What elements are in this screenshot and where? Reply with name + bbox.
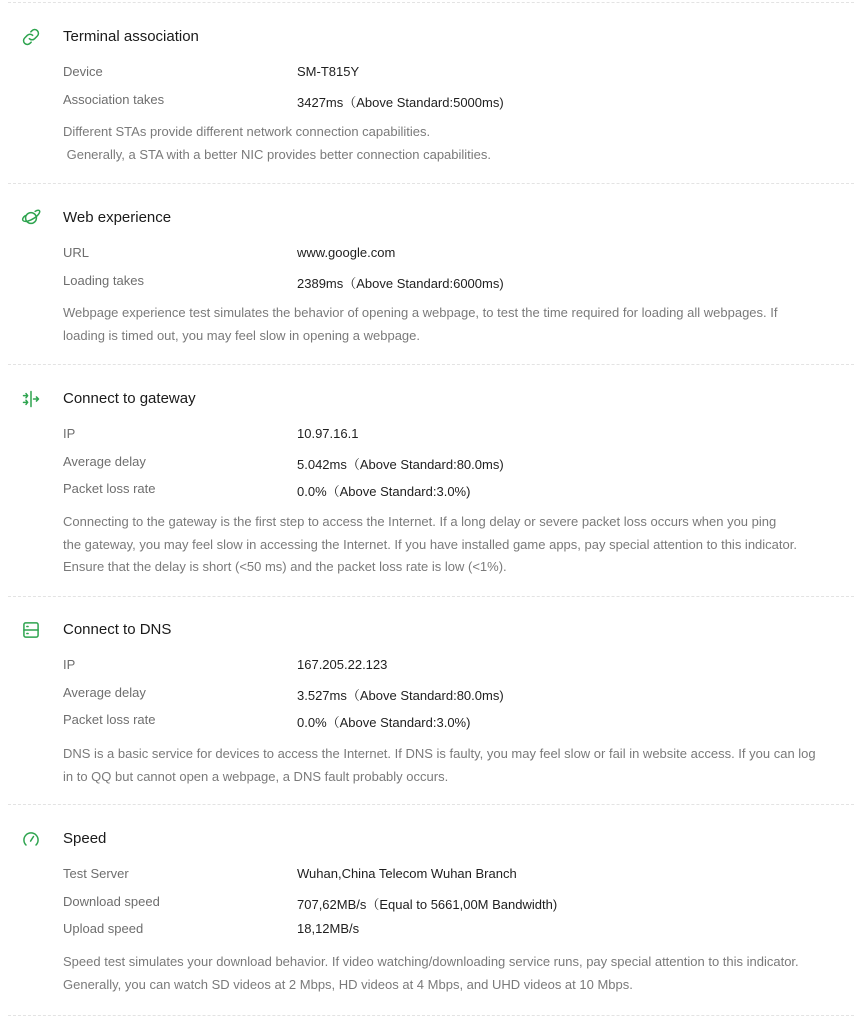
info-row-upload-speed [0,921,862,941]
info-row-test-server [0,866,862,886]
description-line: DNS is a basic service for devices to access the Internet. If DNS is faulty, you may feel slow or fail in website access. If you can log [63,746,816,761]
row-label: Loading takes [63,273,144,288]
section-description [63,121,845,166]
section-title: Web experience [63,209,172,226]
planet-icon [20,207,42,229]
info-row-packet-loss-rate [0,712,862,732]
row-value: 0.0%（Above Standard:3.0%) [297,715,471,730]
speedometer-icon [20,828,42,850]
description-line: loading is timed out, you may feel slow in opening a webpage. [63,327,420,343]
info-row-device [0,64,862,84]
section-speed [0,828,862,992]
row-label: URL [63,245,90,260]
row-value: 3427ms（Above Standard:5000ms) [297,95,504,110]
description-line: in to QQ but cannot open a webpage, a DNS fault probably occurs. [63,768,449,784]
info-row-ip [0,657,862,677]
row-label: Average delay [63,454,146,469]
description-line: Generally, a STA with a better NIC provides better connection capabilities. [63,146,492,162]
section-web-experience [0,207,862,343]
section-description [63,743,845,788]
row-value: www.google.com [297,245,396,260]
description-line: Ensure that the delay is short (<50 ms) and the packet loss rate is low (<1%). [63,559,507,574]
description-line: Webpage experience test simulates the behavior of opening a webpage, to test the time required for loading all webpages. If [63,305,778,320]
section-description [63,951,845,996]
section-connect-to-dns [0,619,862,784]
divider [8,804,854,805]
row-label: IP [63,657,76,672]
row-label: Device [63,64,103,79]
row-value: 0.0%（Above Standard:3.0%) [297,484,471,499]
row-label: Average delay [63,685,146,700]
row-value: 3.527ms（Above Standard:80.0ms) [297,688,504,703]
row-label: IP [63,426,76,441]
gateway-icon [20,388,42,410]
divider [8,183,854,184]
row-value: Wuhan,China Telecom Wuhan Branch [297,866,517,881]
row-label: Upload speed [63,921,144,936]
row-value: 2389ms（Above Standard:6000ms) [297,276,504,291]
section-title: Connect to gateway [63,390,196,407]
divider [8,1015,854,1016]
section-connect-to-gateway [0,388,862,574]
description-line: Speed test simulates your download behavior. If video watching/downloading service runs, pay special attention to this indicator. [63,954,799,969]
row-label: Packet loss rate [63,712,156,727]
description-line: the gateway, you may feel slow in accessing the Internet. If you have installed game apps, pay special attention to this indicator. [63,536,797,552]
row-label: Packet loss rate [63,481,156,496]
divider [8,2,854,3]
description-line: Connecting to the gateway is the first step to access the Internet. If a long delay or severe packet loss occurs when you ping [63,514,777,529]
info-row-average-delay [0,454,862,474]
row-value: SM-T815Y [297,64,360,79]
section-title: Speed [63,830,107,847]
section-description [63,302,845,347]
row-value: 707,62MB/s（Equal to 5661,00M Bandwidth) [297,897,558,912]
section-title: Terminal association [63,28,199,45]
row-value: 10.97.16.1 [297,426,359,441]
info-row-loading-takes [0,273,862,293]
info-row-ip [0,426,862,446]
description-line: Generally, you can watch SD videos at 2 Mbps, HD videos at 4 Mbps, and UHD videos at 10 Mbps. [63,976,633,992]
row-value: 5.042ms（Above Standard:80.0ms) [297,457,504,472]
server-icon [20,619,42,641]
row-value: 167.205.22.123 [297,657,388,672]
section-description [63,511,845,579]
info-row-packet-loss-rate [0,481,862,501]
divider [8,596,854,597]
row-label: Association takes [63,92,165,107]
row-label: Download speed [63,894,160,909]
info-row-association-takes [0,92,862,112]
info-row-download-speed [0,894,862,914]
link-icon [20,26,42,48]
row-label: Test Server [63,866,129,881]
row-value: 18,12MB/s [297,921,360,936]
info-row-average-delay [0,685,862,705]
info-row-url [0,245,862,265]
section-terminal-association [0,26,862,162]
section-title: Connect to DNS [63,621,172,638]
description-line: Different STAs provide different network connection capabilities. [63,124,431,139]
divider [8,364,854,365]
